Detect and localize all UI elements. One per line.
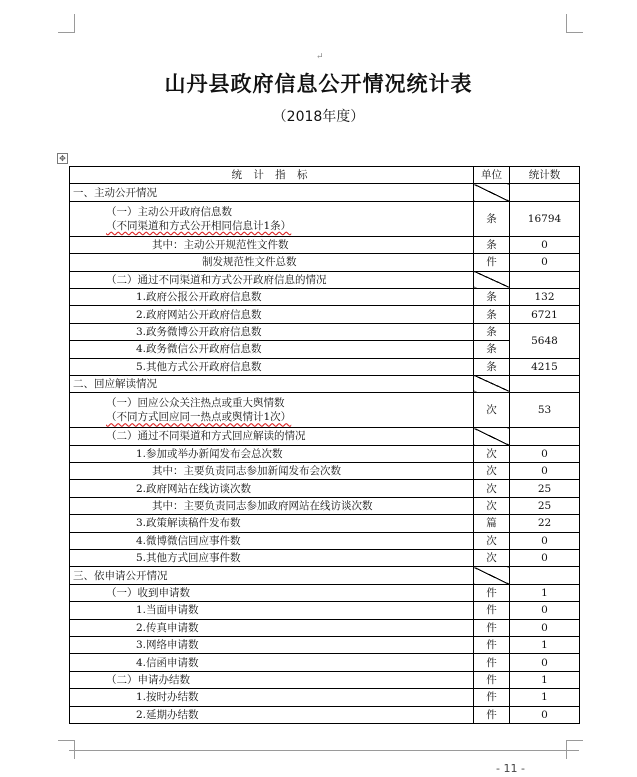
- table-row: [70, 636, 580, 653]
- table-move-handle-icon[interactable]: ✥: [57, 153, 68, 164]
- row-value: 0: [510, 236, 580, 253]
- row-unit: [474, 567, 510, 584]
- row-value: 0: [510, 619, 580, 636]
- indicator-label: 5.其他方式公开政府信息数: [136, 360, 262, 373]
- indicator-label: 2.政府网站在线访谈次数: [136, 482, 252, 495]
- table-row: [70, 619, 580, 636]
- row-indicator: [70, 271, 474, 288]
- row-unit: [474, 271, 510, 288]
- row-unit: 件: [474, 654, 510, 671]
- row-value: 0: [510, 445, 580, 462]
- row-unit: 件: [474, 584, 510, 601]
- row-value: 1: [510, 671, 580, 688]
- indicator-label: 4.微博微信回应事件数: [136, 534, 241, 547]
- row-value: [510, 184, 580, 201]
- row-indicator: [70, 358, 474, 375]
- row-indicator: [70, 567, 474, 584]
- document-title: 山丹县政府信息公开情况统计表: [164, 72, 473, 96]
- row-value: 1: [510, 584, 580, 601]
- row-unit: 件: [474, 602, 510, 619]
- header-indicator: 统 计 指 标: [70, 167, 474, 184]
- table-row: [70, 201, 580, 236]
- row-indicator: [70, 201, 474, 236]
- crop-mark-top-left: [58, 14, 75, 33]
- table-row: [70, 550, 580, 567]
- row-indicator: [70, 602, 474, 619]
- paragraph-mark-icon: ↵: [316, 52, 324, 62]
- row-unit: 条: [474, 341, 510, 358]
- indicator-label: 3.网络申请数: [136, 639, 199, 652]
- indicator-label: （一）收到申请数: [106, 587, 190, 599]
- indicator-label: 2.政府网站公开政府信息数: [136, 308, 262, 321]
- header-unit: 单位: [474, 167, 510, 184]
- row-unit: [474, 184, 510, 201]
- indicator-label: 制发规范性文件总数: [202, 256, 297, 269]
- row-value: 1: [510, 636, 580, 653]
- row-indicator: [70, 375, 474, 392]
- row-indicator: [70, 550, 474, 567]
- row-indicator: [70, 445, 474, 462]
- row-unit: 条: [474, 288, 510, 305]
- row-unit: 次: [474, 497, 510, 514]
- table-row: [70, 445, 580, 462]
- indicator-label: 三、依申请公开情况: [73, 569, 168, 582]
- indicator-label: 二、回应解读情况: [73, 378, 157, 391]
- table-row: [70, 323, 580, 340]
- table-row: [70, 254, 580, 271]
- row-unit: 条: [474, 201, 510, 236]
- table-row: [70, 497, 580, 514]
- table-row: [70, 671, 580, 688]
- row-value: 22: [510, 515, 580, 532]
- row-indicator: [70, 184, 474, 201]
- header-count: 统计数: [510, 167, 580, 184]
- row-value: 0: [510, 463, 580, 480]
- table-row: [70, 271, 580, 288]
- indicator-label: 其中：主要负责同志参加新闻发布会次数: [152, 465, 341, 478]
- row-value: 16794: [510, 201, 580, 236]
- crop-mark-top-right: [566, 14, 583, 33]
- row-unit: 件: [474, 671, 510, 688]
- row-indicator: [70, 428, 474, 445]
- table-row: [70, 375, 580, 392]
- row-indicator: [70, 463, 474, 480]
- row-unit: 次: [474, 393, 510, 428]
- indicator-label: （二）通过不同渠道和方式回应解读的情况: [106, 430, 306, 443]
- row-unit: 次: [474, 445, 510, 462]
- indicator-label: （二）通过不同渠道和方式公开政府信息的情况: [106, 273, 327, 286]
- table-row: [70, 706, 580, 723]
- statistics-table: [69, 166, 580, 724]
- table-row: [70, 602, 580, 619]
- indicator-label: 5.其他方式回应事件数: [136, 552, 241, 565]
- indicator-label: 1.当面申请数: [136, 604, 199, 617]
- table-row: [70, 428, 580, 445]
- row-unit: 篇: [474, 515, 510, 532]
- document-subtitle: （2018年度）: [272, 109, 365, 125]
- row-value: 0: [510, 706, 580, 723]
- indicator-label: 2.延期办结数: [136, 708, 199, 721]
- row-unit: 件: [474, 619, 510, 636]
- row-indicator: [70, 341, 474, 358]
- row-indicator: [70, 706, 474, 723]
- row-indicator: [70, 689, 474, 706]
- row-indicator: [70, 532, 474, 549]
- row-unit: 件: [474, 706, 510, 723]
- table-row: [70, 463, 580, 480]
- row-value: 0: [510, 550, 580, 567]
- row-indicator: [70, 497, 474, 514]
- row-value: 0: [510, 654, 580, 671]
- row-indicator: [70, 306, 474, 323]
- row-value: 5648: [510, 323, 580, 358]
- indicator-label: 2.传真申请数: [136, 621, 199, 634]
- row-value: 0: [510, 532, 580, 549]
- row-unit: 条: [474, 323, 510, 340]
- row-value: 1: [510, 689, 580, 706]
- row-indicator: [70, 254, 474, 271]
- row-indicator: [70, 671, 474, 688]
- row-unit: 条: [474, 358, 510, 375]
- indicator-label: 其中：主动公开规范性文件数: [152, 238, 289, 251]
- row-value: 4215: [510, 358, 580, 375]
- table-row: [70, 654, 580, 671]
- table-row: [70, 358, 580, 375]
- row-unit: 件: [474, 689, 510, 706]
- indicator-note: （不同方式回应同一热点或舆情计1次）: [106, 411, 292, 424]
- table-row: [70, 532, 580, 549]
- row-value: 53: [510, 393, 580, 428]
- row-value: [510, 271, 580, 288]
- indicator-label: 4.信函申请数: [136, 656, 199, 669]
- table-row: [70, 689, 580, 706]
- indicator-label: 1.参加或举办新闻发布会总次数: [136, 447, 283, 460]
- row-indicator: [70, 515, 474, 532]
- row-indicator: [70, 288, 474, 305]
- table-row: [70, 584, 580, 601]
- row-unit: 条: [474, 236, 510, 253]
- row-unit: 件: [474, 254, 510, 271]
- table-row: [70, 480, 580, 497]
- indicator-note: （不同渠道和方式公开相同信息计1条）: [106, 219, 292, 232]
- table-row: [70, 515, 580, 532]
- indicator-label: 3.政策解读稿件发布数: [136, 517, 241, 530]
- row-unit: 件: [474, 636, 510, 653]
- table-row: [70, 341, 580, 358]
- row-unit: 次: [474, 550, 510, 567]
- row-value: [510, 567, 580, 584]
- page-number: - 11 -: [496, 762, 525, 775]
- indicator-label: 1.政府公报公开政府信息数: [136, 291, 262, 304]
- row-value: [510, 428, 580, 445]
- row-indicator: [70, 323, 474, 340]
- table-row: [70, 567, 580, 584]
- row-unit: [474, 375, 510, 392]
- row-value: 6721: [510, 306, 580, 323]
- row-unit: 条: [474, 306, 510, 323]
- table-row: [70, 236, 580, 253]
- indicator-label: （一）回应公众关注热点或重大舆情数: [106, 397, 285, 410]
- indicator-label: 一、主动公开情况: [73, 186, 157, 199]
- indicator-label: （一）主动公开政府信息数: [106, 205, 232, 218]
- row-unit: [474, 428, 510, 445]
- row-unit: 次: [474, 532, 510, 549]
- indicator-label: 其中：主要负责同志参加政府网站在线访谈次数: [152, 500, 373, 513]
- indicator-label: （二）申请办结数: [106, 673, 190, 686]
- row-indicator: [70, 584, 474, 601]
- row-value: [510, 375, 580, 392]
- row-unit: 次: [474, 480, 510, 497]
- footer-rule: [69, 750, 579, 751]
- table-row: [70, 306, 580, 323]
- indicator-label: 1.按时办结数: [136, 691, 199, 704]
- table-row: [70, 393, 580, 428]
- indicator-label: 3.政务微博公开政府信息数: [136, 325, 262, 338]
- row-value: 25: [510, 480, 580, 497]
- row-value: 25: [510, 497, 580, 514]
- table-row: [70, 288, 580, 305]
- table-row: [70, 184, 580, 201]
- row-value: 0: [510, 602, 580, 619]
- row-indicator: [70, 636, 474, 653]
- row-value: 132: [510, 288, 580, 305]
- row-value: 0: [510, 254, 580, 271]
- indicator-label: 4.政务微信公开政府信息数: [136, 343, 262, 356]
- row-indicator: [70, 619, 474, 636]
- table-header-row: [70, 167, 580, 184]
- row-unit: 次: [474, 463, 510, 480]
- row-indicator: [70, 236, 474, 253]
- row-indicator: [70, 654, 474, 671]
- row-indicator: [70, 393, 474, 428]
- row-indicator: [70, 480, 474, 497]
